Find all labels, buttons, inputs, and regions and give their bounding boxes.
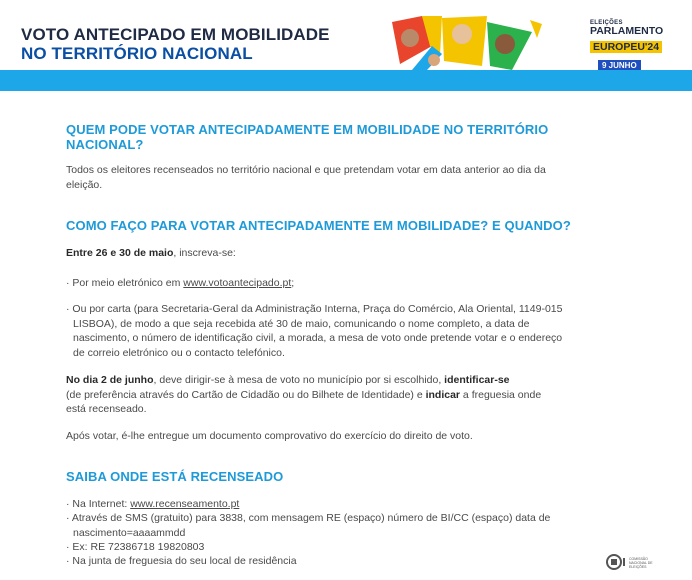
paragraph-after-vote: Após votar, é-lhe entregue um documento comprovativo do exercício do direito de voto. — [66, 430, 473, 442]
dates-bold: Entre 26 e 30 de maio — [66, 247, 174, 259]
logo-europeu-text: EUROPEU'24 — [590, 41, 662, 53]
june-rest: , deve dirigir-se à mesa de voto no município por si escolhido, — [153, 374, 445, 386]
text-line: (de preferência através do Cartão de Cidadão ou do Bilhete de Identidade) e — [66, 388, 426, 401]
header-divider-bar — [0, 70, 692, 91]
list-item-letter — [66, 302, 562, 360]
page-title-line1: VOTO ANTECIPADO EM MOBILIDADE — [21, 25, 330, 44]
identificar-bold: identificar-se — [444, 374, 510, 386]
paragraph-dates — [66, 246, 236, 261]
list-item-example: · Ex: RE 72386718 19820803 — [66, 541, 205, 553]
page-header — [0, 0, 692, 70]
list-item-junta: · Na junta de freguesia do seu local de residência — [66, 555, 297, 567]
paragraph-june — [66, 373, 541, 417]
list-item-sms — [66, 511, 550, 540]
text-line: · Através de SMS (gratuito) para 3838, com mensagem RE (espaço) número de BI/CC (espaço) data de — [66, 512, 551, 524]
page-title-line2: NO TERRITÓRIO NACIONAL — [21, 44, 253, 63]
section-heading-saiba-onde: SAIBA ONDE ESTÁ RECENSEADO — [66, 469, 284, 484]
cne-logo-text: COMISSÃO NACIONAL DE ELEIÇÕES — [629, 557, 653, 569]
heading-line: NACIONAL? — [66, 137, 144, 152]
parlamento-europeu-logo — [590, 20, 670, 73]
text-line: de correio eletrónico ou o contacto telefónico. — [73, 346, 285, 359]
list-item-electronic — [66, 276, 294, 291]
text-line: está recenseado. — [66, 403, 147, 415]
bullet-suffix: ; — [291, 277, 295, 289]
text-line: a freguesia onde — [460, 388, 542, 401]
text-line: LISBOA), de modo a que seja recebida até 30 de maio, comunicando o nome completo, a data de — [73, 317, 530, 330]
text-line: nascimento=aaaammdd — [73, 526, 186, 539]
logo-date-badge: 9 JUNHO — [598, 60, 641, 71]
paragraph-eligibility — [66, 163, 546, 192]
text-line: · Ou por carta (para Secretaria-Geral da Administração Interna, Praça do Comércio, Ala Oriental, 1149-015 — [66, 303, 563, 315]
election-banner-image — [392, 16, 542, 70]
logo-eleicoes-label: ELEIÇÕES — [590, 20, 623, 26]
logo-parlamento-text: PARLAMENTO — [590, 25, 664, 37]
text-line: Todos os eleitores recenseados no território nacional e que pretendam votar em data anterior ao dia da — [66, 164, 546, 176]
list-item-internet — [66, 497, 239, 512]
recenseamento-link[interactable]: www.recenseamento.pt — [130, 498, 240, 510]
indicar-bold: indicar — [425, 388, 461, 401]
dates-rest: , inscreva-se: — [173, 247, 236, 259]
section-heading-quem-pode — [66, 122, 548, 152]
text-line: nascimento, o número de identificação civil, a morada, a mesa de voto onde pretende votar e o endereço — [73, 332, 563, 344]
text-line: eleição. — [66, 178, 103, 191]
votoantecipado-link[interactable]: www.votoantecipado.pt — [183, 277, 292, 289]
bullet-text: · Por meio eletrónico em — [66, 277, 184, 289]
bullet-text: · Na Internet: — [66, 498, 131, 510]
heading-line: QUEM PODE VOTAR ANTECIPADAMENTE EM MOBILIDADE NO TERRITÓRIO — [66, 122, 549, 137]
section-heading-como-faco: COMO FAÇO PARA VOTAR ANTECIPADAMENTE EM MOBILIDADE? E QUANDO? — [66, 218, 571, 233]
june-bold: No dia 2 de junho — [66, 374, 154, 386]
